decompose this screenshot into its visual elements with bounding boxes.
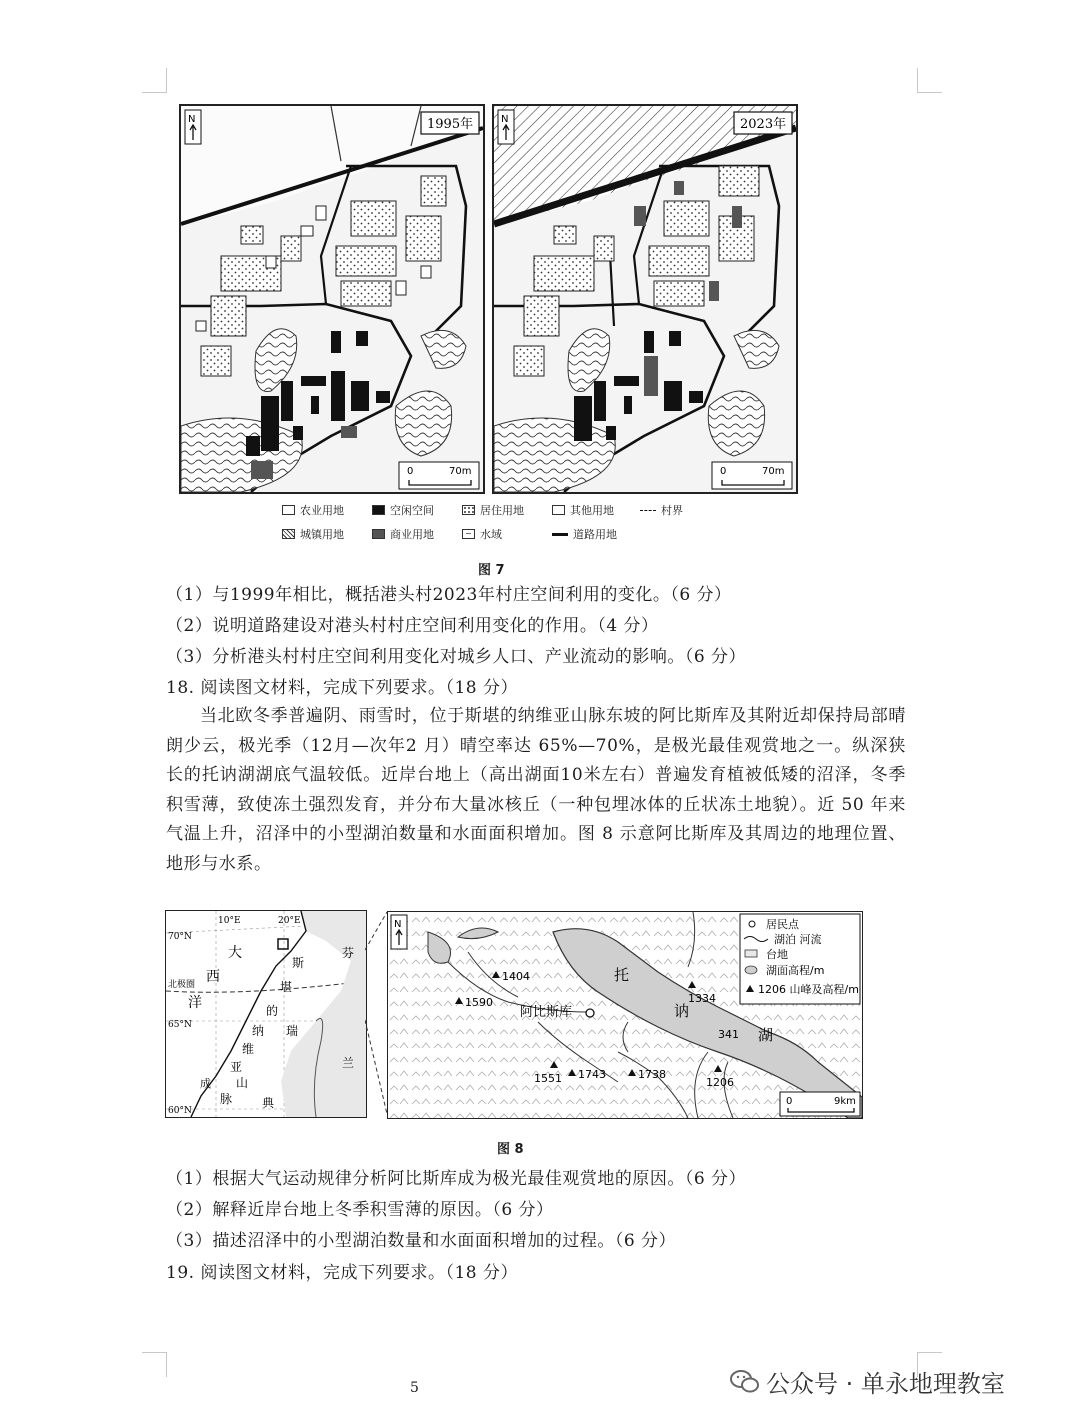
peak-1743: 1743: [578, 1068, 606, 1081]
legend-boundary: 村界: [640, 502, 683, 518]
inset-arctic-circle: 北极圈: [168, 980, 196, 990]
legend-settlement: 居民点: [766, 918, 799, 931]
legend-peak: 1206 山峰及高程/m: [758, 983, 859, 996]
q18-item-3: （3）描述沼泽中的小型湖泊数量和水面面积增加的过程。（6 分）: [166, 1231, 677, 1251]
crop-mark-bottom-left: [142, 1352, 167, 1377]
fig8-main-map: [387, 911, 863, 1119]
legend-other: 其他用地: [552, 502, 614, 518]
legend-lake-elevation: 湖面高程/m: [766, 964, 825, 977]
peak-1334: 1334: [688, 992, 716, 1005]
abisko-label: 阿比斯库: [520, 1005, 573, 1020]
inset-scand-2: 堪: [280, 980, 293, 994]
lake-name-3: 湖: [758, 1026, 774, 1044]
fig8-zoom-lines: [365, 910, 387, 1116]
legend-road: 道路用地: [552, 526, 617, 542]
scale-zero: 0: [407, 466, 414, 477]
inset-scand-8: 脉: [220, 1092, 233, 1106]
inset-finland-1: 芬: [342, 946, 355, 960]
scale-zero: 0: [720, 466, 727, 477]
fig8-caption: 图 8: [497, 1142, 524, 1157]
q17-item-1: （1）与1999年相比，概括港头村2023年村庄空间利用的变化。（6 分）: [166, 585, 732, 605]
q18-item-1: （1）根据大气运动规律分析阿比斯库成为极光最佳观赏地的原因。（6 分）: [166, 1169, 747, 1189]
north-arrow-label: N: [188, 114, 196, 125]
inset-scand-1: 斯: [292, 956, 305, 970]
wechat-icon: [730, 1369, 760, 1395]
inset-atlantic-3: 洋: [188, 995, 202, 1011]
inset-lon-10: 10°E: [218, 916, 241, 926]
scale-length: 9km: [834, 1096, 856, 1107]
legend-terrace: 台地: [766, 948, 788, 961]
inset-lat-60: 60°N: [168, 1106, 192, 1116]
inset-lat-65: 65°N: [168, 1020, 192, 1030]
legend-agri: 农业用地: [282, 502, 344, 518]
scale-length: 70m: [762, 466, 785, 477]
legend-water: ~ 水域: [462, 526, 502, 542]
lake-name-1: 托: [614, 966, 630, 984]
scale-zero: 0: [786, 1096, 793, 1107]
inset-finland-2: 兰: [342, 1056, 355, 1070]
peak-1738: 1738: [638, 1068, 666, 1081]
footer-text: 公众号 · 单永地理教室: [766, 1370, 1005, 1398]
inset-scand-6: 亚: [230, 1060, 243, 1074]
inset-scand-5: 维: [242, 1042, 255, 1056]
legend-commerce: 商业用地: [372, 526, 434, 542]
crop-mark-top-right: [917, 68, 942, 93]
north-arrow-label: N: [501, 114, 509, 125]
legend-open: 空闲空间: [372, 502, 434, 518]
inset-sweden-2: 典: [262, 1096, 275, 1110]
north-arrow-label: N: [394, 919, 402, 930]
inset-scand-7: 山: [236, 1076, 249, 1090]
fig7-map-1995: [179, 104, 485, 494]
inset-coast: 成: [200, 1077, 211, 1090]
peak-1206: 1206: [706, 1076, 734, 1089]
q19-title: 19. 阅读图文材料，完成下列要求。（18 分）: [166, 1263, 518, 1283]
inset-sweden-1: 瑞: [286, 1024, 299, 1038]
footer-watermark: [730, 1364, 1005, 1399]
q18-item-2: （2）解释近岸台地上冬季积雪薄的原因。（6 分）: [166, 1200, 554, 1220]
inset-lon-20: 20°E: [278, 916, 301, 926]
q17-item-2: （2）说明道路建设对港头村村庄空间利用变化的作用。（4 分）: [166, 616, 659, 636]
peak-1404: 1404: [502, 970, 530, 983]
fig7-map-2023: [492, 104, 798, 494]
year-label-2023: 2023年: [740, 117, 787, 132]
fig7-caption: 图 7: [478, 563, 505, 578]
inset-atlantic-2: 西: [206, 969, 220, 985]
lake-elevation-341: 341: [718, 1028, 739, 1041]
inset-scand-3: 的: [266, 1004, 279, 1018]
q18-material: 当北欧冬季普遍阴、雨雪时，位于斯堪的纳维亚山脉东坡的阿比斯库及其附近却保持局部晴朗少云，极光季（12月—次年2 月）晴空率达 65%—70%，是极光最佳观赏地之一。纵深狭长的托讷湖湖底气温较低。近岸台地上（高出湖面10米左右）普遍发育植被低矮的沼泽，冬季积雪薄，致使冻土强烈发育，并分布大量冰核丘（一种包埋冰体的丘状冻土地貌）。近 50 年来气温上升，沼泽中的小型湖泊数量和水面面积增加。图 8 示意阿比斯库及其周边的地理位置、地形与水系。: [166, 706, 906, 874]
year-label-1995: 1995年: [427, 117, 474, 132]
legend-resid: 居住用地: [462, 502, 524, 518]
q17-item-3: （3）分析港头村村庄空间利用变化对城乡人口、产业流动的影响。（6 分）: [166, 647, 747, 667]
legend-town: 城镇用地: [282, 526, 344, 542]
peak-1590: 1590: [465, 996, 493, 1009]
page-number: 5: [410, 1380, 419, 1396]
scale-length: 70m: [449, 466, 472, 477]
inset-lat-70: 70°N: [168, 932, 192, 942]
crop-mark-top-left: [142, 68, 167, 93]
peak-1551: 1551: [534, 1072, 562, 1085]
inset-scand-4: 纳: [252, 1024, 265, 1038]
fig8-inset-map: [165, 910, 367, 1118]
legend-lake-river: 湖泊 河流: [774, 933, 822, 946]
q18-title: 18. 阅读图文材料，完成下列要求。（18 分）: [166, 678, 518, 698]
lake-name-2: 讷: [674, 1002, 690, 1020]
inset-atlantic-1: 大: [228, 945, 242, 961]
